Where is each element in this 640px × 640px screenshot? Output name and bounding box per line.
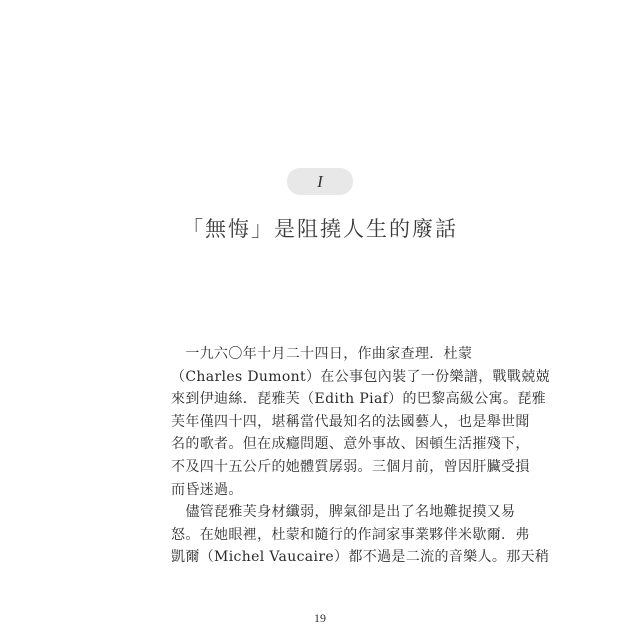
page-number: 19: [314, 611, 326, 625]
body-line: 不及四十五公斤的她體質孱弱。三個月前，曾因肝臟受損: [171, 458, 530, 475]
body-line: 怒。在她眼裡，杜蒙和隨行的作詞家事業夥伴米歇爾．弗: [171, 526, 530, 543]
body-line: 芙年僅四十四，堪稱當代最知名的法國藝人，也是舉世聞: [171, 413, 530, 430]
body-line: 來到伊迪絲．琵雅芙（Edith Piaf）的巴黎高級公寓。琵雅: [171, 391, 547, 408]
body-line: （Charles Dumont）在公事包內裝了一份樂譜，戰戰兢兢: [171, 368, 550, 385]
chapter-title: 「無悔」是阻撓人生的廢話: [182, 217, 458, 241]
body-line: 儘管琵雅芙身材纖弱，脾氣卻是出了名地難捉摸又易: [171, 504, 516, 521]
body-line: 名的歌者。但在成癮問題、意外事故、困頓生活摧殘下，: [171, 436, 530, 453]
body-line: 而昏迷過。: [171, 481, 243, 498]
body-text: [171, 343, 550, 569]
body-line: 凱爾（Michel Vaucaire）都不過是二流的音樂人。那天稍: [171, 549, 550, 566]
body-line: 一九六〇年十月二十四日，作曲家查理．杜蒙: [171, 346, 473, 362]
chapter-number-badge: I: [287, 168, 353, 195]
